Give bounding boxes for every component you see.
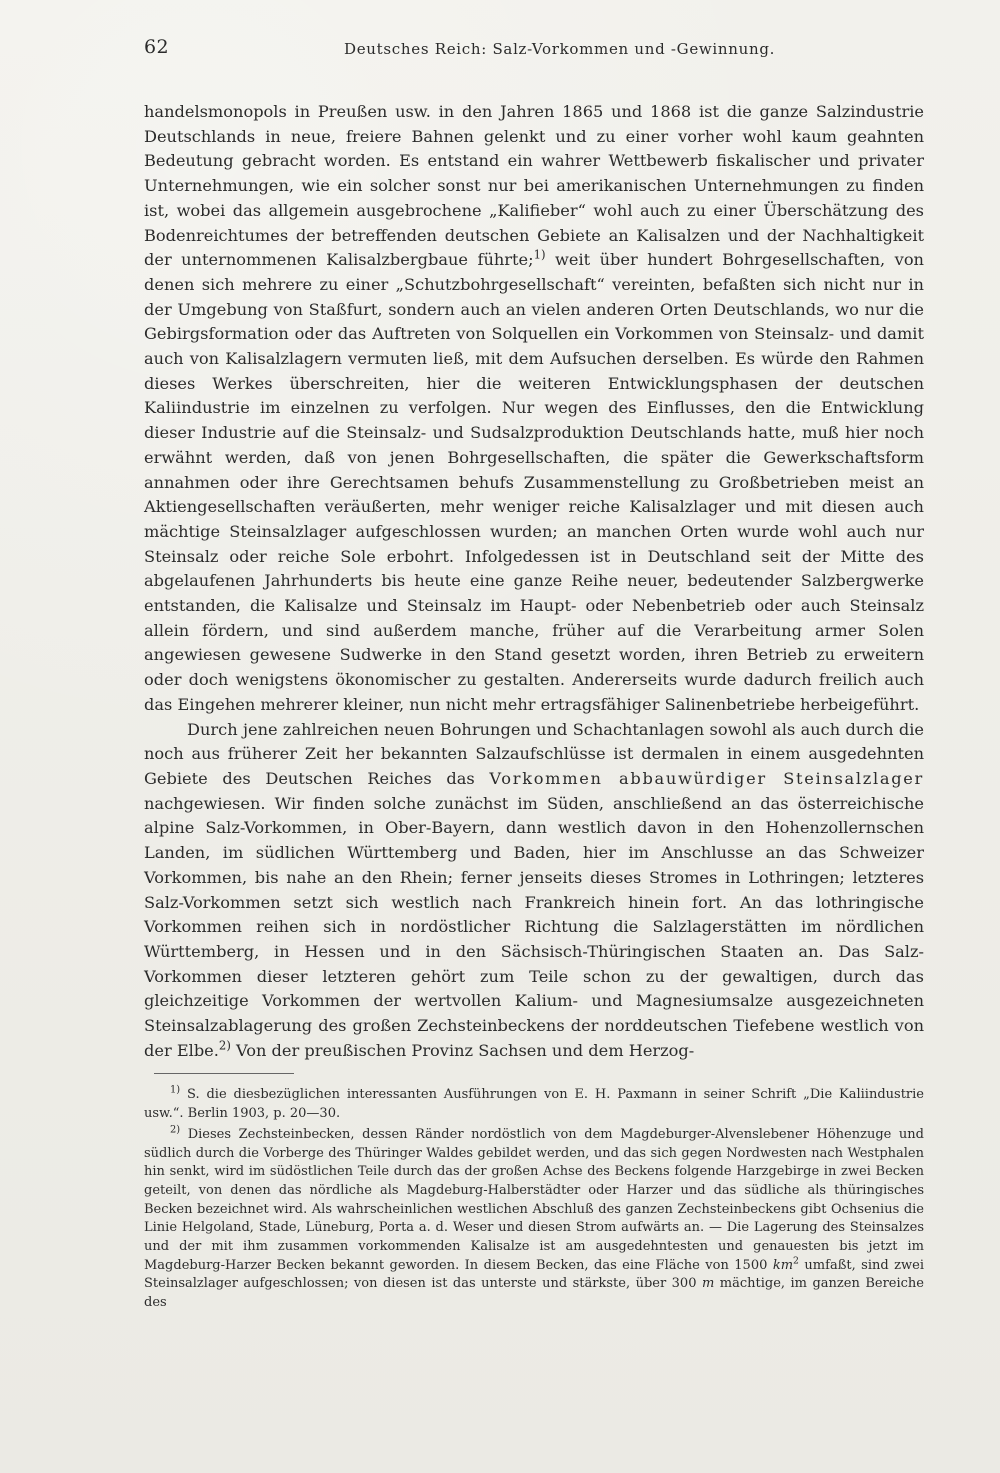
footnote-1 xyxy=(144,1086,924,1123)
footnote-1-marker: 1) xyxy=(170,1085,181,1097)
footnote-reference-1: 1) xyxy=(533,247,546,262)
footnote-2-marker: 2) xyxy=(170,1124,181,1136)
footnote-2-text-before-area: Dieses Zechsteinbecken, dessen Ränder nordöstlich von dem Magdeburger-Alvenslebener Höhenzuge und südlich durch die Vorberge des Thüringer Waldes gebildet werden, und das sich gegen Nordwesten nach Westphalen hin senkt, wird im südöstlichen Teile durch das der großen Achse des Beckens folgende Harzgebirge in zwei Becken geteilt, von denen das nördliche als Magdeburg-Halberstädter oder Harzer und das südliche als thüringisches Becken bezeichnet wird. Als wahrscheinlichen westlichen Abschluß des ganzen Zechsteinbeckens gibt Ochsenius die Linie Helgoland, Stade, Lüneburg, Porta a. d. Weser und diesen Strom aufwärts an. — Die Lagerung des Steinsalzes und der mit ihm zusammen vorkommenden Kalisalze ist am ausgedehntesten und genauesten bis jetzt im Magdeburg-Harzer Becken bekannt geworden. In diesem Becken, das eine Fläche von 1500 xyxy=(144,1126,924,1273)
footnote-separator xyxy=(154,1073,294,1074)
main-body-text xyxy=(144,100,924,1063)
footnote-2-area-superscript: 2 xyxy=(793,1255,799,1267)
running-title: Deutsches Reich: Salz-Vorkommen und -Gewinnung. xyxy=(344,40,776,58)
paragraph-1 xyxy=(144,100,924,718)
page-header xyxy=(144,28,924,76)
footnote-2-text-after-area: umfaßt, sind zwei Steinsalzlager aufgeschlossen; von diesen ist das unterste und stärkste, über 300 xyxy=(144,1257,924,1292)
spaced-emphasis-text: Vorkommen abbauwürdiger Steinsalzlager xyxy=(489,768,924,788)
footnote-2 xyxy=(144,1126,924,1313)
paragraph-2-start-text: Durch jene zahlreichen neuen Bohrungen und Schachtanlagen sowohl als auch durch die noch aus früherer Zeit her bekannten Salzaufschlüsse ist dermalen in einem ausgedehnten Gebiete des Deutschen Reiches das xyxy=(144,719,924,788)
page-number: 62 xyxy=(144,36,169,58)
footnote-reference-2: 2) xyxy=(218,1038,231,1053)
footnote-1-text: S. die diesbezüglichen interessanten Ausführungen von E. H. Paxmann in seiner Schrift „Die Kaliindustrie usw.“. Berlin 1903, p. 20—30. xyxy=(144,1087,924,1122)
paragraph-1-text: handelsmonopols in Preußen usw. in den Jahren 1865 und 1868 ist die ganze Salzindustrie Deutschlands in neue, freiere Bahnen gelenkt und zu einer vorher wohl kaum geahnten Bedeutung gebracht worden. Es entstand ein wahrer Wettbewerb fiskalischer und privater Unternehmungen, wie ein solcher sonst nur bei amerikanischen Unternehmungen zu finden ist, wobei das allgemein ausgebrochene „Kalifieber“ wohl auch zu einer Überschätzung des Bodenreichtumes der betreffenden deutschen Gebiete an Kalisalzen und der Nachhaltigkeit der unternommenen Kalisalzbergbaue führte; xyxy=(144,102,924,270)
footnote-2-area-unit: km xyxy=(772,1257,794,1273)
footnote-2-text-end: mächtige, im ganzen Bereiche des xyxy=(144,1276,924,1311)
footnote-2-thickness-unit: m xyxy=(701,1276,715,1292)
paragraph-2-end-text: nachgewiesen. Wir finden solche zunächst im Süden, anschließend an das österreichische alpine Salz-Vorkommen, in Ober-Bayern, dann westlich davon in den Hohenzollernschen Landen, im südlichen Württemberg und Baden, hier im Anschlusse an das Schweizer Vorkommen, bis nahe an den Rhein; ferner jenseits dieses Stromes in Lothringen; letzteres Salz-Vorkommen setzt sich westlich nach Frankreich hinein fort. An das lothringische Vorkommen reihen sich in nordöstlicher Richtung die Salzlagerstätten im nördlichen Württemberg, in Hessen und in den Sächsisch-Thüringischen Staaten an. Das Salz-Vorkommen dieser letzteren gehört zum Teile schon zu der gewaltigen, durch das gleichzeitige Vorkommen der wertvollen Kalium- und Magnesiumsalze ausgezeichneten Steinsalzablagerung des großen Zechsteinbeckens der norddeutschen Tiefebene westlich von der Elbe. xyxy=(144,793,924,1060)
footnotes-section xyxy=(144,1086,924,1312)
paragraph-1-continued-text: weit über hundert Bohrgesellschaften, von denen sich mehrere zu einer „Schutzbohrgesellschaft“ vereinten, befaßten sich nicht nur in der Umgebung von Staßfurt, sondern auch an vielen anderen Orten Deutschlands, wo nur die Gebirgsformation oder das Auftreten von Solquellen ein Vorkommen von Steinsalz- und damit auch von Kalisalzlagern vermuten ließ, mit dem Aufsuchen derselben. Es würde den Rahmen dieses Werkes überschreiten, hier die weiteren Entwicklungsphasen der deutschen Kaliindustrie im einzelnen zu verfolgen. Nur wegen des Einflusses, den die Entwicklung dieser Industrie auf die Steinsalz- und Sudsalzproduktion Deutschlands hatte, muß hier noch erwähnt werden, daß von jenen Bohrgesellschaften, die später die Gewerkschaftsform annahmen oder ihre Gerechtsamen behufs Zusammenstellung zu Großbetrieben meist an Aktiengesellschaften veräußerten, mehr weniger reiche Kalisalzlager und mit diesen auch mächtige Steinsalzlager aufgeschlossen wurden; an manchen Orten wurde wohl auch nur Steinsalz oder reiche Sole erbohrt. Infolgedessen ist in Deutschland seit der Mitte des abgelaufenen Jahrhunderts bis heute eine ganze Reihe neuer, bedeutender Salzbergwerke entstanden, die Kalisalze und Steinsalz im Haupt- oder Nebenbetrieb oder auch Steinsalz allein fördern, und sind außerdem manche, früher auf die Verarbeitung armer Solen angewiesen gewesene Sudwerke in den Stand gesetzt worden, ihren Betrieb zu erweitern oder doch wenigstens ökonomischer zu gestalten. Andererseits wurde dadurch freilich auch das Eingehen mehrerer kleiner, nun nicht mehr ertragsfähiger Salinenbetriebe herbeigeführt. xyxy=(144,250,924,714)
paragraph-2 xyxy=(144,718,924,1064)
paragraph-2-tail-text: Von der preußischen Provinz Sachsen und dem Herzog- xyxy=(230,1040,695,1060)
